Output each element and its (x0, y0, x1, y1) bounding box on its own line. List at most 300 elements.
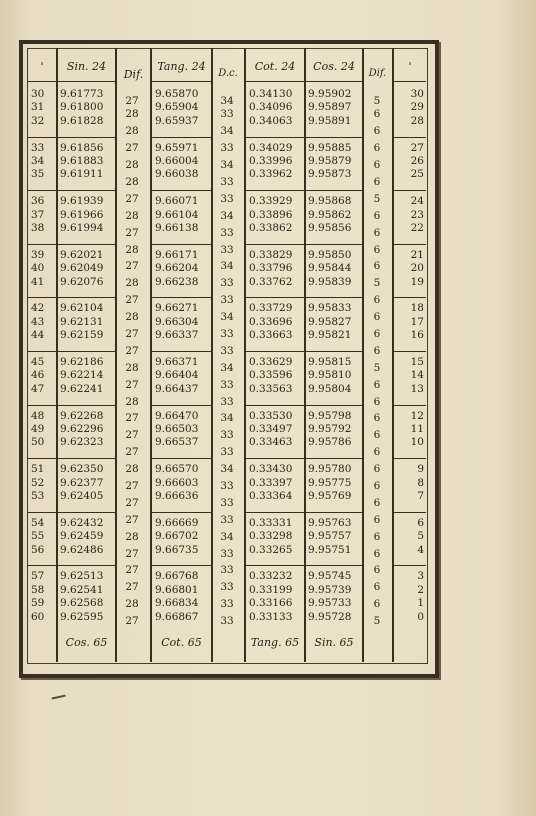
sin-value: 9.61939 (60, 195, 104, 208)
group-separator (244, 458, 305, 459)
cot-value: 0.34029 (249, 141, 293, 154)
difference-value: 6 (373, 327, 381, 340)
minute-value: 60 (31, 610, 45, 623)
group-separator (244, 297, 305, 298)
difference-value: 27 (125, 496, 139, 509)
minute-value: 25 (410, 168, 424, 181)
minute-value: 30 (410, 88, 424, 100)
minute-value: 12 (410, 409, 424, 422)
header-dc: D.c. (218, 68, 238, 79)
group-separator (56, 458, 116, 459)
minute-value: 8 (417, 476, 424, 489)
difference-value: 27 (125, 378, 139, 391)
difference-value: 33 (220, 581, 234, 594)
minute-value: 7 (417, 490, 424, 502)
minute-value: 18 (410, 302, 424, 315)
minute-value: 52 (31, 476, 45, 489)
group-separator (56, 297, 116, 298)
sin-value: 9.62405 (60, 490, 104, 502)
cos-value: 9.95891 (308, 114, 352, 127)
group-separator (27, 351, 57, 352)
group-min-column (31, 142, 55, 182)
cos-value: 9.95868 (308, 195, 352, 208)
group-cot-column (249, 195, 304, 235)
group-tang-column (155, 517, 211, 557)
difference-value: 5 (373, 361, 381, 374)
group-tang-column (155, 249, 211, 289)
sin-value: 9.62214 (60, 369, 104, 382)
tang-value: 9.66702 (155, 530, 199, 543)
difference-value: 6 (373, 108, 381, 121)
group-cos-column (308, 142, 362, 182)
tang-value: 9.66038 (155, 168, 199, 181)
column-rule (304, 48, 306, 662)
cot-value: 0.34063 (249, 114, 293, 127)
group-separator (244, 190, 305, 191)
sin-value: 9.62350 (60, 463, 104, 476)
minute-value: 31 (31, 101, 45, 114)
minute-value: 10 (410, 436, 424, 449)
group-separator (150, 565, 212, 566)
difference-value: 6 (373, 243, 381, 256)
difference-value: 27 (125, 192, 139, 205)
cos-value: 9.95798 (308, 409, 352, 422)
difference-value: 5 (373, 615, 381, 628)
cot-value: 0.33430 (249, 463, 293, 476)
cos-value: 9.95885 (308, 141, 352, 154)
difference-value: 33 (220, 243, 234, 256)
difference-value: 28 (125, 159, 139, 172)
group-separator (392, 351, 426, 352)
difference-value: 33 (220, 429, 234, 442)
sin-value: 9.62323 (60, 436, 104, 449)
difference-value: 27 (125, 412, 139, 425)
sin-value: 9.62268 (60, 409, 104, 422)
difference-value: 27 (125, 446, 139, 459)
cot-value: 0.33232 (249, 570, 293, 583)
tang-value: 9.66834 (155, 597, 199, 610)
tang-value: 9.66238 (155, 275, 199, 288)
minute-value: 34 (31, 155, 45, 167)
sin-value: 9.62241 (60, 382, 104, 395)
difference-value: 34 (220, 159, 234, 172)
group-tang-column (155, 463, 211, 503)
tang-value: 9.66271 (155, 302, 199, 315)
group-cos-column (308, 249, 362, 289)
minute-value: 1 (417, 597, 424, 610)
group-separator (244, 244, 305, 245)
difference-value: 27 (125, 226, 139, 239)
minute-value: 30 (31, 88, 45, 100)
difference-value: 6 (373, 395, 381, 408)
group-min-r-column (398, 249, 424, 289)
difference-value: 27 (125, 95, 139, 107)
group-min-column (31, 88, 55, 128)
group-sin-column (60, 195, 115, 235)
sin-value: 9.62104 (60, 302, 104, 315)
tang-value: 9.66204 (155, 262, 199, 275)
cot-value: 0.33996 (249, 155, 293, 167)
difference-value: 27 (125, 564, 139, 577)
difference-value: 34 (220, 125, 234, 138)
header-underline (56, 81, 116, 82)
group-sin-column (60, 517, 115, 557)
cos-value: 9.95873 (308, 168, 352, 181)
sin-value: 9.62432 (60, 516, 104, 529)
header-tang: Tang. 24 (157, 60, 206, 73)
difference-value: 34 (220, 260, 234, 273)
cos-value: 9.95804 (308, 382, 352, 395)
group-cos-column (308, 463, 362, 503)
difference-value: 6 (373, 530, 381, 543)
tang-value: 9.65971 (155, 141, 199, 154)
group-cot-column (249, 88, 304, 128)
sin-value: 9.62049 (60, 262, 104, 275)
ink-mark (52, 695, 67, 703)
difference-value: 6 (373, 598, 381, 611)
column-rule (392, 48, 394, 662)
minute-value: 38 (31, 222, 45, 234)
group-min-r-column (398, 356, 424, 396)
difference-value: 34 (220, 361, 234, 374)
difference-value: 33 (220, 192, 234, 205)
group-separator (150, 405, 212, 406)
minute-value: 43 (31, 315, 45, 328)
tang-value: 9.66371 (155, 356, 199, 368)
cot-value: 0.33166 (249, 597, 293, 610)
minute-value: 5 (417, 530, 424, 543)
group-min-r-column (398, 410, 424, 450)
tang-value: 9.66171 (155, 248, 199, 261)
cot-value: 0.33364 (249, 490, 293, 502)
group-sin-column (60, 356, 115, 396)
difference-value: 28 (125, 598, 139, 611)
difference-value: 6 (373, 142, 381, 155)
group-min-column (31, 517, 55, 557)
tang-value: 9.66768 (155, 570, 199, 583)
tang-value: 9.66138 (155, 222, 199, 234)
group-separator (56, 351, 116, 352)
cos-value: 9.95763 (308, 516, 352, 529)
group-separator (392, 137, 426, 138)
minute-value: 32 (31, 114, 45, 127)
column-rule (150, 48, 152, 662)
difference-value: 27 (125, 260, 139, 273)
difference-value: 33 (220, 142, 234, 155)
difference-value: 34 (220, 95, 234, 107)
cos-value: 9.95757 (308, 530, 352, 543)
group-separator (392, 565, 426, 566)
dif-sin-column (121, 95, 143, 632)
cot-value: 0.34130 (249, 88, 293, 100)
group-min-column (31, 356, 55, 396)
group-separator (244, 565, 305, 566)
sin-value: 9.62076 (60, 275, 104, 288)
minute-value: 26 (410, 155, 424, 167)
tang-value: 9.66503 (155, 423, 199, 435)
difference-value: 33 (220, 175, 234, 188)
group-separator (150, 458, 212, 459)
difference-value: 6 (373, 209, 381, 222)
group-cos-column (308, 356, 362, 396)
cot-value: 0.33265 (249, 543, 293, 556)
cos-value: 9.95810 (308, 369, 352, 382)
tang-value: 9.66337 (155, 329, 199, 342)
difference-value: 33 (220, 615, 234, 628)
group-min-r-column (398, 302, 424, 342)
group-separator (304, 458, 363, 459)
tang-value: 9.66570 (155, 463, 199, 476)
difference-value: 33 (220, 277, 234, 290)
tang-value: 9.66537 (155, 436, 199, 449)
header-underline (304, 81, 363, 82)
header-underline (244, 81, 305, 82)
difference-value: 6 (373, 581, 381, 594)
group-tang-column (155, 410, 211, 450)
tang-value: 9.66470 (155, 409, 199, 422)
difference-value: 27 (125, 142, 139, 155)
group-sin-column (60, 302, 115, 342)
minute-value: 46 (31, 369, 45, 382)
difference-value: 33 (220, 294, 234, 307)
difference-value: 5 (373, 277, 381, 290)
difference-value: 28 (125, 277, 139, 290)
cos-value: 9.95827 (308, 315, 352, 328)
minute-value: 37 (31, 208, 45, 221)
sin-value: 9.61773 (60, 88, 104, 100)
group-separator (244, 405, 305, 406)
group-separator (304, 190, 363, 191)
group-separator (304, 405, 363, 406)
difference-value: 27 (125, 429, 139, 442)
sin-value: 9.61994 (60, 222, 104, 234)
difference-value: 33 (220, 598, 234, 611)
sin-value: 9.61883 (60, 155, 104, 167)
cot-value: 0.33862 (249, 222, 293, 234)
tang-value: 9.66304 (155, 315, 199, 328)
group-min-r-column (398, 463, 424, 503)
cot-value: 0.33962 (249, 168, 293, 181)
difference-value: 27 (125, 327, 139, 340)
minute-value: 36 (31, 195, 45, 208)
group-separator (392, 512, 426, 513)
tang-value: 9.66004 (155, 155, 199, 167)
difference-value: 5 (373, 95, 381, 107)
group-min-r-column (398, 570, 424, 624)
difference-value: 28 (125, 311, 139, 324)
group-separator (27, 297, 57, 298)
sin-value: 9.62568 (60, 597, 104, 610)
minute-value: 17 (410, 315, 424, 328)
cos-value: 9.95856 (308, 222, 352, 234)
group-separator (304, 512, 363, 513)
cot-value: 0.34096 (249, 101, 293, 114)
group-sin-column (60, 410, 115, 450)
sin-value: 9.62159 (60, 329, 104, 342)
group-cot-column (249, 142, 304, 182)
group-tang-column (155, 142, 211, 182)
group-min-r-column (398, 88, 424, 128)
group-separator (56, 512, 116, 513)
group-separator (150, 512, 212, 513)
group-cot-column (249, 517, 304, 557)
difference-value: 34 (220, 311, 234, 324)
minute-value: 50 (31, 436, 45, 449)
group-cot-column (249, 410, 304, 450)
difference-value: 34 (220, 412, 234, 425)
difference-value: 6 (373, 463, 381, 476)
group-min-column (31, 463, 55, 503)
footer-tang65: Tang. 65 (250, 636, 300, 649)
difference-value: 33 (220, 479, 234, 492)
group-sin-column (60, 88, 115, 128)
difference-value: 28 (125, 243, 139, 256)
difference-value: 34 (220, 463, 234, 476)
column-rule (56, 48, 58, 662)
minute-value: 9 (417, 463, 424, 476)
tang-value: 9.66603 (155, 476, 199, 489)
minute-value: 11 (410, 423, 424, 435)
cot-value: 0.33829 (249, 248, 293, 261)
difference-value: 33 (220, 344, 234, 357)
minute-value: 19 (410, 275, 424, 288)
header-dif-cos: Dif. (368, 68, 387, 79)
column-rule (362, 48, 364, 662)
difference-value: 6 (373, 294, 381, 307)
minute-value: 23 (410, 208, 424, 221)
footer-sin65: Sin. 65 (314, 636, 354, 649)
cos-value: 9.95833 (308, 302, 352, 315)
difference-value: 6 (373, 125, 381, 138)
cot-value: 0.33596 (249, 369, 293, 382)
cos-value: 9.95728 (308, 610, 352, 623)
group-tang-column (155, 88, 211, 128)
dif-cos-column (366, 95, 388, 632)
minute-value: 58 (31, 583, 45, 596)
difference-value: 6 (373, 513, 381, 526)
minute-value: 42 (31, 302, 45, 315)
difference-value: 27 (125, 344, 139, 357)
sin-value: 9.61800 (60, 101, 104, 114)
cos-value: 9.95879 (308, 155, 352, 167)
minute-value: 59 (31, 597, 45, 610)
group-separator (56, 190, 116, 191)
difference-value: 28 (125, 108, 139, 121)
difference-value: 33 (220, 513, 234, 526)
group-separator (392, 244, 426, 245)
cot-value: 0.33796 (249, 262, 293, 275)
cos-value: 9.95821 (308, 329, 352, 342)
cos-value: 9.95780 (308, 463, 352, 476)
group-separator (150, 244, 212, 245)
group-separator (56, 244, 116, 245)
group-sin-column (60, 249, 115, 289)
cos-value: 9.95897 (308, 101, 352, 114)
sin-value: 9.61828 (60, 114, 104, 127)
group-separator (392, 458, 426, 459)
tang-value: 9.66636 (155, 490, 199, 502)
cot-value: 0.33530 (249, 409, 293, 422)
minute-value: 53 (31, 490, 45, 502)
group-separator (56, 137, 116, 138)
minute-value: 28 (410, 114, 424, 127)
column-rule (244, 48, 246, 662)
difference-value: 33 (220, 378, 234, 391)
tang-value: 9.66071 (155, 195, 199, 208)
header-sin: Sin. 24 (66, 60, 107, 73)
group-tang-column (155, 195, 211, 235)
difference-value: 28 (125, 209, 139, 222)
footer-cot65: Cot. 65 (161, 636, 202, 649)
group-min-r-column (398, 142, 424, 182)
group-separator (304, 244, 363, 245)
minute-value: 56 (31, 543, 45, 556)
dif-tang-column (216, 95, 238, 632)
sin-value: 9.62131 (60, 315, 104, 328)
header-underline (392, 81, 426, 82)
header-cot: Cot. 24 (254, 60, 296, 73)
cos-value: 9.95786 (308, 436, 352, 449)
group-min-column (31, 410, 55, 450)
minute-value: 44 (31, 329, 45, 342)
group-min-r-column (398, 195, 424, 235)
header-minutes-right: ' (408, 60, 412, 73)
difference-value: 6 (373, 412, 381, 425)
cot-value: 0.33133 (249, 610, 293, 623)
minute-value: 4 (417, 543, 424, 556)
difference-value: 33 (220, 108, 234, 121)
group-separator (392, 190, 426, 191)
minute-value: 45 (31, 356, 45, 368)
group-separator (56, 405, 116, 406)
difference-value: 33 (220, 547, 234, 560)
sin-value: 9.62513 (60, 570, 104, 583)
column-rule (115, 48, 117, 662)
group-separator (304, 565, 363, 566)
sin-value: 9.62595 (60, 610, 104, 623)
sin-value: 9.62021 (60, 248, 104, 261)
cot-value: 0.33199 (249, 583, 293, 596)
cos-value: 9.95902 (308, 88, 352, 100)
difference-value: 6 (373, 175, 381, 188)
minute-value: 20 (410, 262, 424, 275)
cos-value: 9.95839 (308, 275, 352, 288)
tang-value: 9.65937 (155, 114, 199, 127)
tang-value: 9.65870 (155, 88, 199, 100)
difference-value: 5 (373, 192, 381, 205)
cot-value: 0.33563 (249, 382, 293, 395)
cos-value: 9.95745 (308, 570, 352, 583)
difference-value: 33 (220, 226, 234, 239)
group-separator (27, 565, 57, 566)
difference-value: 6 (373, 564, 381, 577)
difference-value: 33 (220, 496, 234, 509)
cos-value: 9.95850 (308, 248, 352, 261)
difference-value: 6 (373, 446, 381, 459)
group-separator (304, 297, 363, 298)
tang-value: 9.65904 (155, 101, 199, 114)
tang-value: 9.66104 (155, 208, 199, 221)
difference-value: 33 (220, 446, 234, 459)
header-underline (27, 81, 57, 82)
group-separator (244, 137, 305, 138)
group-sin-column (60, 463, 115, 503)
cos-value: 9.95769 (308, 490, 352, 502)
minute-value: 6 (417, 516, 424, 529)
group-separator (304, 351, 363, 352)
group-separator (150, 297, 212, 298)
cos-value: 9.95733 (308, 597, 352, 610)
